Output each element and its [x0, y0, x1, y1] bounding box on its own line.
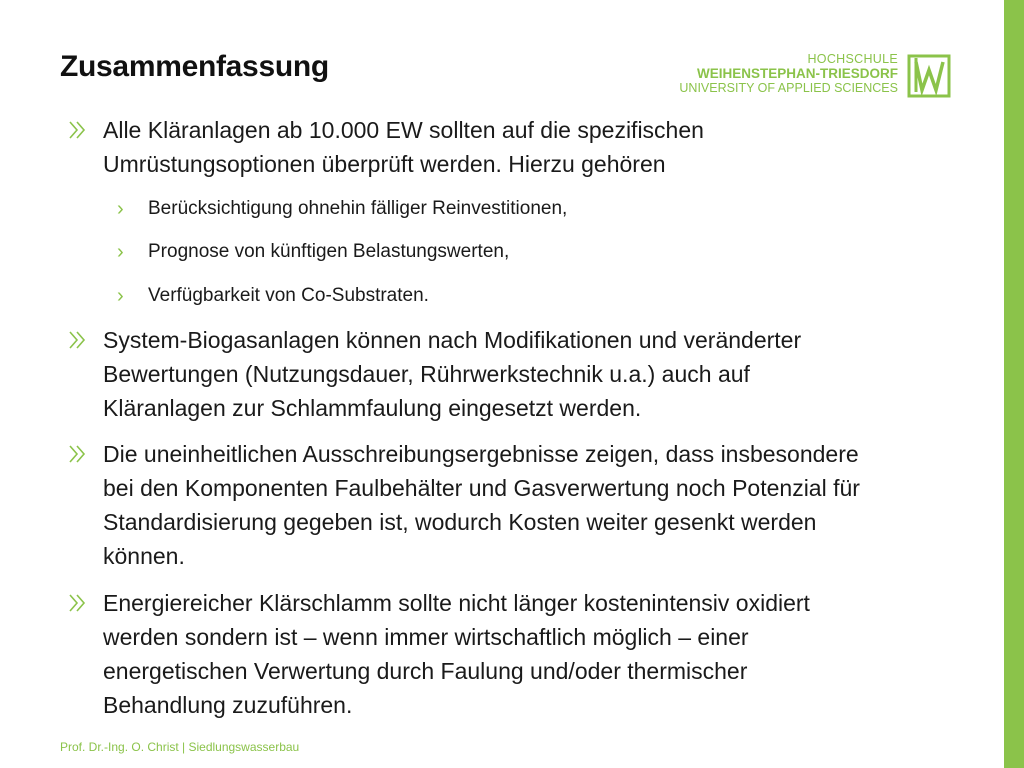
logo-line-1: HOCHSCHULE — [807, 52, 898, 66]
bullet-line: bei den Komponenten Faulbehälter und Gasverwertung noch Potenzial für — [103, 475, 860, 501]
accent-side-bar — [1004, 0, 1024, 768]
bullet-line: Standardisierung gegeben ist, wodurch Kosten weiter gesenkt werden — [103, 509, 817, 535]
bullet-line: Die uneinheitlichen Ausschreibungsergebnisse zeigen, dass insbesondere — [103, 441, 859, 467]
logo-line-3: UNIVERSITY OF APPLIED SCIENCES — [679, 81, 898, 95]
bullet-line: energetischen Verwertung durch Faulung und/oder thermischer — [103, 658, 748, 684]
bullet-line: Bewertungen (Nutzungsdauer, Rührwerkstechnik u.a.) auch auf — [103, 361, 750, 387]
double-chevron-icon — [67, 443, 89, 465]
bullet-line: Alle Kläranlagen ab 10.000 EW sollten auf die spezifischen — [103, 117, 704, 143]
slide-title: Zusammenfassung — [60, 50, 329, 83]
bullet-line: System-Biogasanlagen können nach Modifikationen und veränderter — [103, 327, 802, 353]
sub-bullet-marker: › — [117, 241, 124, 263]
double-chevron-icon — [67, 329, 89, 351]
footer-author: Prof. Dr.-Ing. O. Christ | Siedlungswasserbau — [60, 740, 300, 754]
bullet-line: werden sondern ist – wenn immer wirtschaftlich möglich – einer — [103, 624, 749, 650]
bullet-line: Umrüstungsoptionen überprüft werden. Hierzu gehören — [103, 151, 666, 177]
bullet-line: können. — [103, 543, 185, 569]
double-chevron-icon — [67, 592, 89, 614]
bullet-item — [103, 437, 983, 573]
bullet-item — [103, 113, 983, 181]
double-chevron-icon — [67, 119, 89, 141]
sub-item: Prognose von künftigen Belastungswerten, — [148, 241, 510, 262]
sub-item: Berücksichtigung ohnehin fälliger Reinvestitionen, — [148, 198, 568, 219]
sub-item: Verfügbarkeit von Co-Substraten. — [148, 285, 429, 306]
university-logo-text — [679, 52, 898, 95]
sub-bullet-marker: › — [117, 198, 124, 220]
bullet-item — [103, 323, 983, 425]
sub-bullet-marker: › — [117, 285, 124, 307]
bullet-line: Energiereicher Klärschlamm sollte nicht länger kostenintensiv oxidiert — [103, 590, 810, 616]
hswt-logo-icon — [907, 54, 951, 98]
bullet-item — [103, 586, 983, 722]
bullet-line: Kläranlagen zur Schlammfaulung eingesetzt werden. — [103, 395, 642, 421]
bullet-line: Behandlung zuzuführen. — [103, 692, 353, 718]
logo-line-2: WEIHENSTEPHAN-TRIESDORF — [696, 66, 898, 81]
